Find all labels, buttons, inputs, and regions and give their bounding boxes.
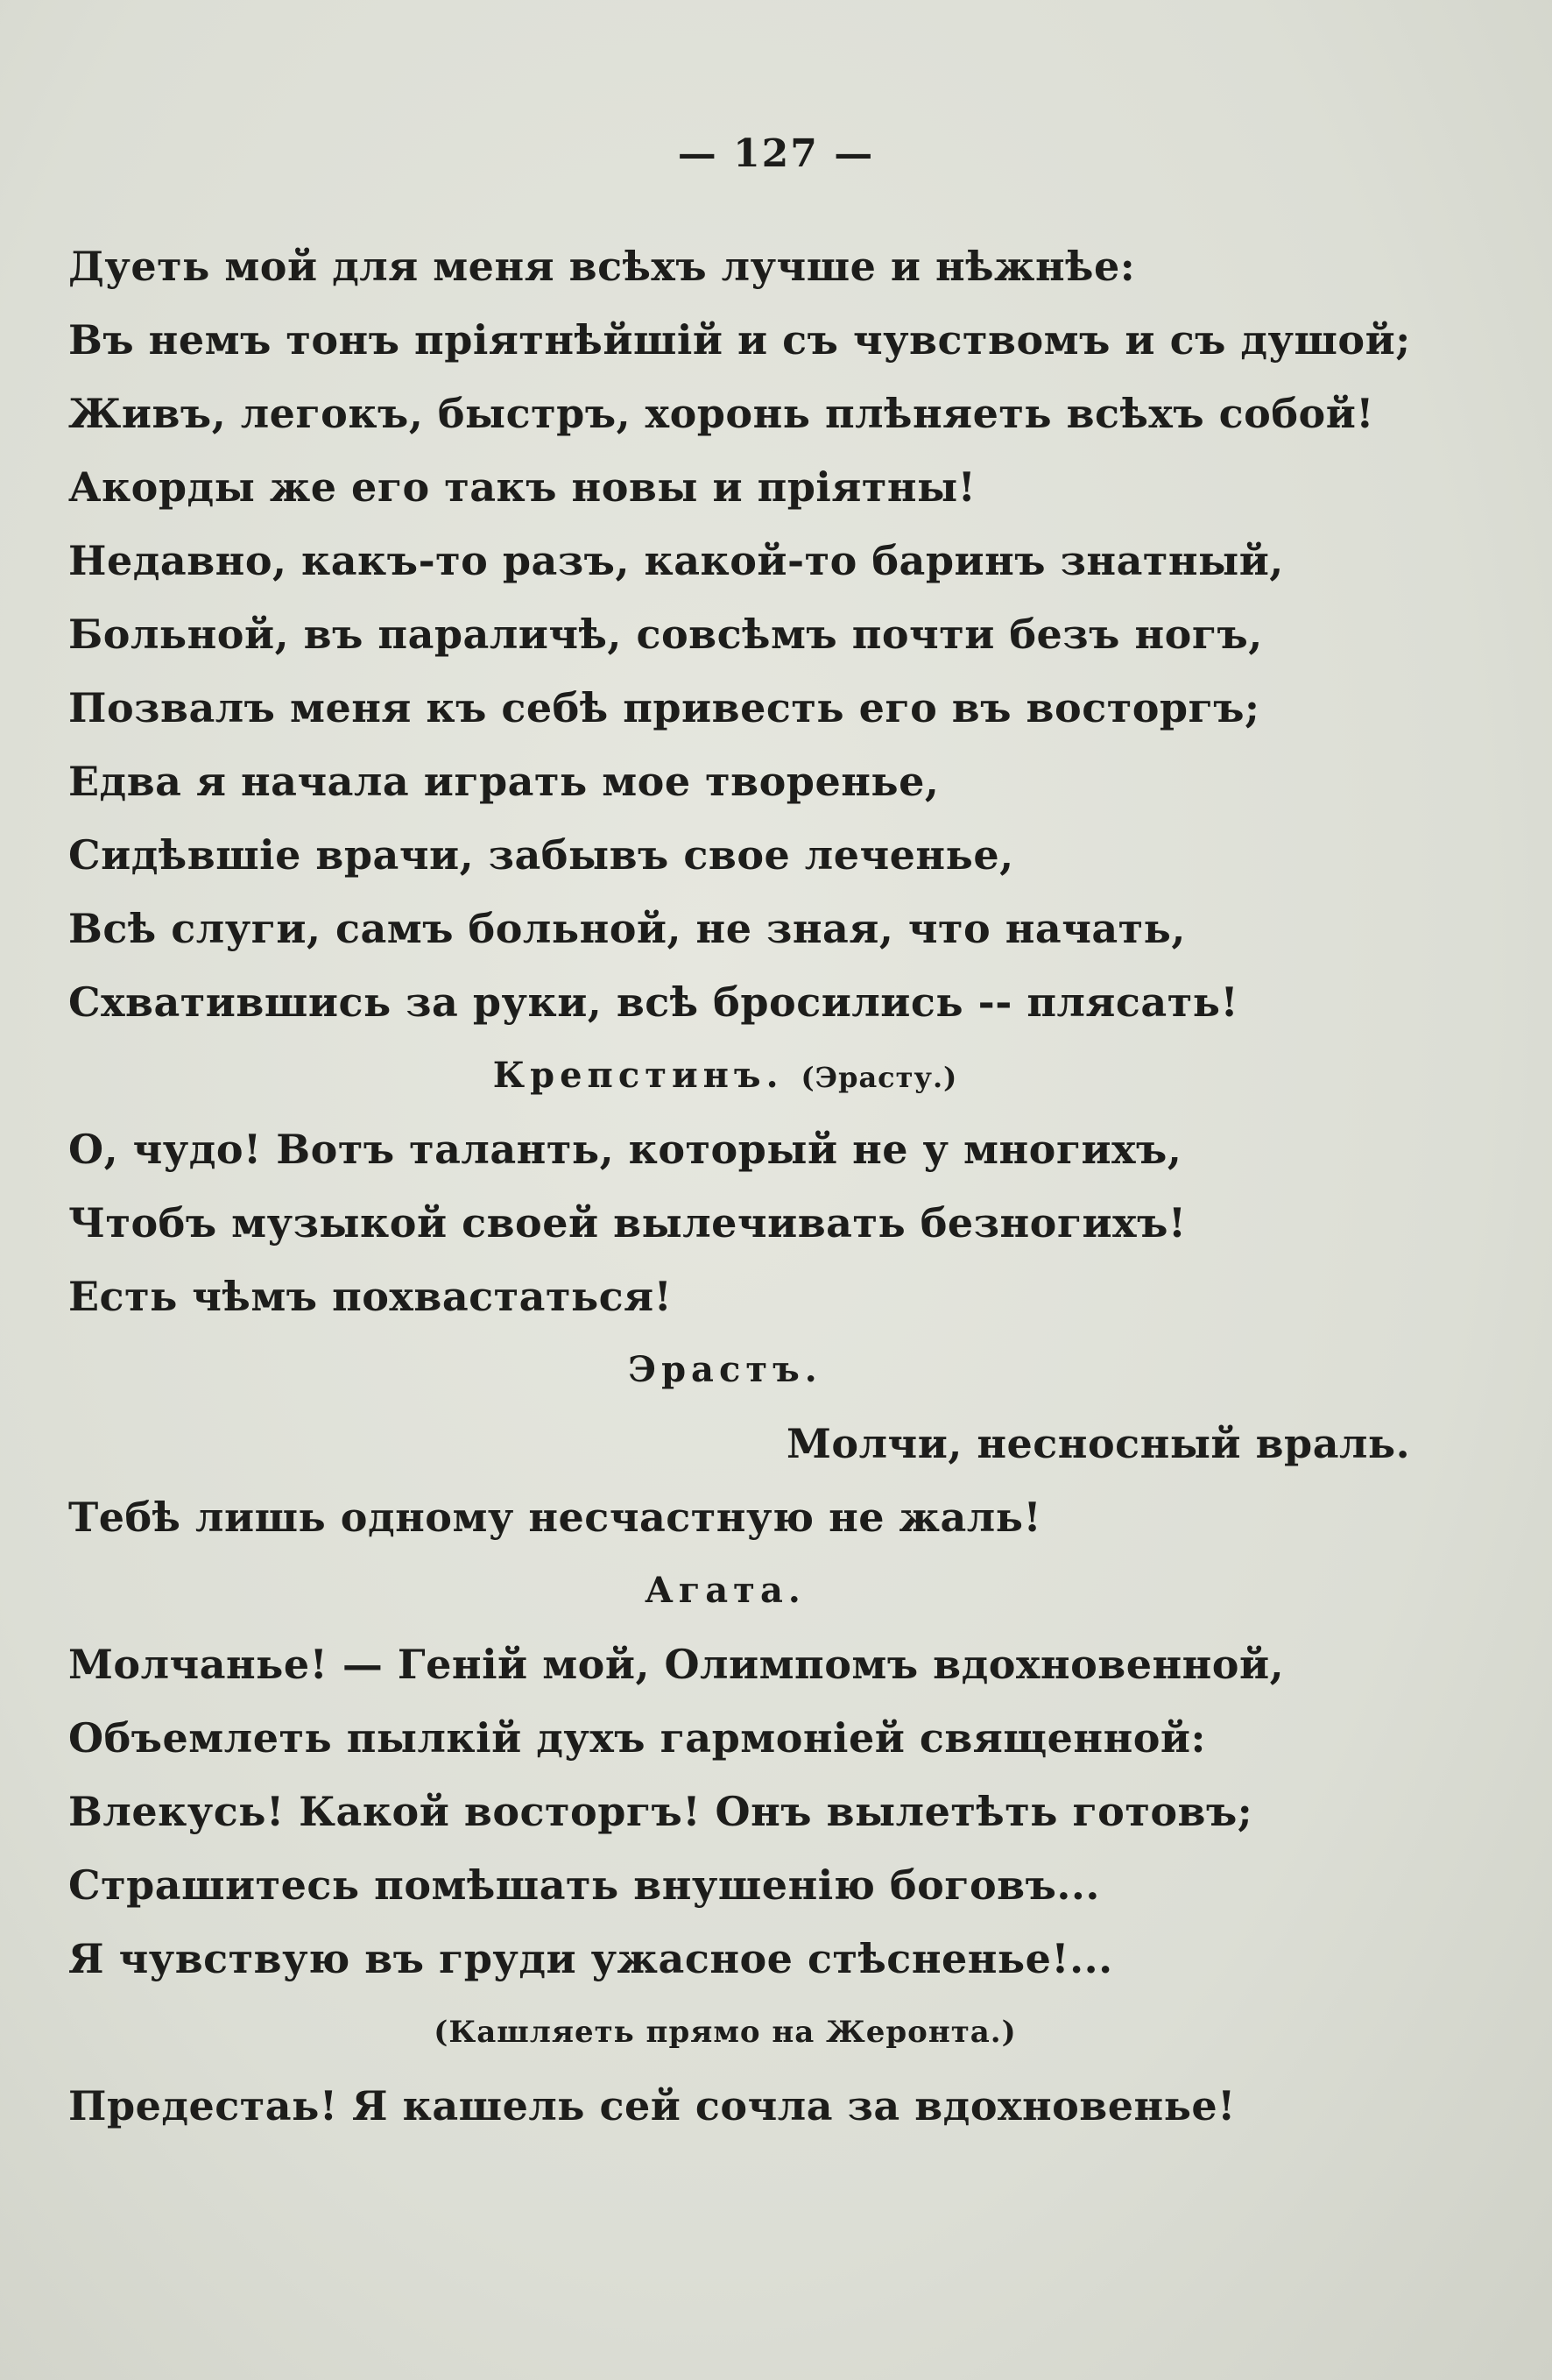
verse-text-block	[68, 230, 1411, 2143]
verse-line: Всѣ слуги, самъ больной, не зная, что начать,	[68, 905, 1186, 952]
verse-line: Молчи, несносный враль.	[787, 1420, 1411, 1467]
verse-line: Сидѣвшіе врачи, забывъ свое леченье,	[68, 831, 1014, 879]
verse-line: Едва я начала играть мое творенье,	[68, 758, 940, 805]
page-number: — 127 —	[677, 131, 875, 176]
verse-line: Живъ, легокъ, быстръ, хоронь плѣняеть всѣхъ собой!	[68, 390, 1375, 437]
verse-line: Молчанье! — Геній мой, Олимпомъ вдохновенной,	[68, 1641, 1285, 1688]
speaker-label: Эрастъ.	[628, 1349, 822, 1390]
stage-direction: (Эрасту.)	[801, 1061, 958, 1094]
verse-line: Объемлеть пылкій духъ гармоніей священной:	[68, 1714, 1207, 1762]
stage-direction: (Кашляеть прямо на Жеронта.)	[434, 2015, 1017, 2050]
verse-line: Акорды же его такъ новы и пріятны!	[68, 463, 977, 511]
verse-line: Позвалъ меня къ себѣ привесть его въ восторгъ;	[68, 684, 1260, 731]
speaker-label: Агата.	[645, 1570, 806, 1611]
verse-line: О, чудо! Вотъ таланть, который не у многихъ,	[68, 1126, 1182, 1173]
verse-line: Въ немъ тонъ пріятнѣйшій и съ чувствомъ и съ душой;	[68, 316, 1411, 364]
speaker-name	[68, 1039, 1382, 1112]
verse-line: Влекусь! Какой восторгъ! Онъ вылетѣть готовъ;	[68, 1788, 1253, 1835]
verse-line: Я чувствую въ груди ужасное стѣсненье!...	[68, 1935, 1113, 1982]
verse-line: Предестаь! Я кашель сей сочла за вдохновенье!	[68, 2082, 1236, 2129]
verse-line: Недавно, какъ-то разъ, какой-то баринъ знатный,	[68, 537, 1284, 584]
verse-line: Схватившись за руки, всѣ бросились -- плясать!	[68, 978, 1239, 1026]
verse-line: Страшитесь помѣшать внушенію боговъ...	[68, 1861, 1100, 1909]
speaker-label: Крепстинъ.	[492, 1055, 784, 1096]
verse-line: Чтобъ музыкой своей вылечивать безногихъ!	[68, 1199, 1187, 1246]
speaker-name	[68, 1554, 1382, 1628]
verse-line: Есть чѣмъ похвастаться!	[68, 1273, 673, 1320]
verse-line: Тебѣ лишь одному несчастную не жаль!	[68, 1494, 1042, 1541]
verse-line: Больной, въ параличѣ, совсѣмъ почти безъ ногъ,	[68, 611, 1263, 658]
verse-line: Дуеть мой для меня всѣхъ лучше и нѣжнѣе:	[68, 243, 1136, 290]
speaker-name	[68, 1333, 1382, 1407]
